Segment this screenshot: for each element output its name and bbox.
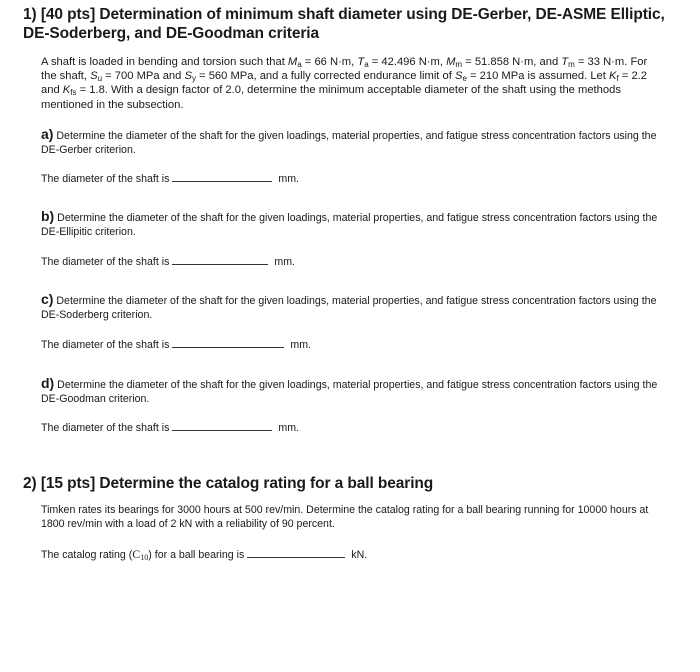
- question-1-points: [40 pts]: [40, 6, 96, 23]
- part-a-question: [41, 128, 669, 157]
- part-b-letter: b): [41, 208, 55, 224]
- part-a-answer-line: [41, 171, 299, 186]
- question-2-answer-line: [41, 547, 367, 562]
- question-2-answer-prefix: The catalog rating (: [41, 549, 133, 561]
- part-a-answer-blank[interactable]: [172, 171, 272, 182]
- c10-symbol: $C_{10}$: [132, 547, 149, 562]
- question-2-title: [23, 474, 673, 493]
- question-2-points: [15 pts]: [40, 475, 96, 492]
- question-2-answer-unit: kN.: [351, 549, 368, 561]
- part-b-text: Determine the diameter of the shaft for the given loadings, material properties, and fatigue stress concentration factors using the DE-Ellipitic criterion.: [41, 212, 658, 238]
- question-2-answer-middle: ) for a ball bearing is: [148, 549, 245, 561]
- part-c-answer-line: [41, 337, 311, 352]
- part-c-text: Determine the diameter of the shaft for the given loadings, material properties, and fatigue stress concentration factors using the DE-Soderberg criterion.: [41, 295, 657, 321]
- question-1-title: [23, 5, 673, 43]
- part-b-answer-line: [41, 254, 295, 269]
- part-c-answer-prefix: The diameter of the shaft is: [41, 339, 170, 351]
- question-1-number: 1): [23, 6, 37, 23]
- question-2-number: 2): [23, 475, 37, 492]
- question-2-heading: Determine the catalog rating for a ball bearing: [99, 475, 434, 492]
- question-1-intro: A shaft is loaded in bending and torsion such that $M_a = 66$ N·m, $T_a = 42.496$ N·m, $M_m = 51.858$ N·m, and $T_m = 33$ N·m. For the shaft, $S_u = 700$ MPa and $S_y = 560$ MPa, and a fully corrected endurance limit of $S_e = 210$ MPa is assumed. Let $K_f = 2.2$ and $K_{fs} = 1.8$. With a design factor of 2.0, determine the minimum acceptable diameter of the shaft using the methods mentioned in the subsection.: [41, 56, 648, 111]
- part-d-question: [41, 377, 669, 406]
- part-b-question: [41, 210, 669, 239]
- part-d-answer-line: [41, 420, 299, 435]
- part-c-answer-blank[interactable]: [172, 337, 284, 348]
- part-b-answer-unit: mm.: [274, 256, 295, 268]
- part-c-letter: c): [41, 291, 54, 307]
- part-a-letter: a): [41, 126, 54, 142]
- part-d-letter: d): [41, 375, 55, 391]
- part-d-answer-prefix: The diameter of the shaft is: [41, 422, 170, 434]
- part-b-answer-blank[interactable]: [172, 254, 268, 265]
- question-2-answer-blank[interactable]: [247, 547, 345, 558]
- part-d-text: Determine the diameter of the shaft for the given loadings, material properties, and fatigue stress concentration factors using the DE-Goodman criterion.: [41, 379, 658, 405]
- part-a-answer-unit: mm.: [278, 173, 299, 185]
- part-c-question: [41, 293, 669, 322]
- part-b-answer-prefix: The diameter of the shaft is: [41, 256, 170, 268]
- part-d-answer-blank[interactable]: [172, 420, 272, 431]
- part-d-answer-unit: mm.: [278, 422, 299, 434]
- question-2-intro: Timken rates its bearings for 3000 hours at 500 rev/min. Determine the catalog rating for a ball bearing running for 10000 hours at 1800 rev/min with a load of 2 kN with a reliability of 90 percent.: [41, 504, 649, 530]
- question-1-heading: Determination of minimum shaft diameter using DE-Gerber, DE-ASME Elliptic, DE-Soderberg, and DE-Goodman criteria: [23, 6, 665, 42]
- part-a-text: Determine the diameter of the shaft for the given loadings, material properties, and fatigue stress concentration factors using the DE-Gerber criterion.: [41, 130, 657, 156]
- part-c-answer-unit: mm.: [290, 339, 311, 351]
- part-a-answer-prefix: The diameter of the shaft is: [41, 173, 170, 185]
